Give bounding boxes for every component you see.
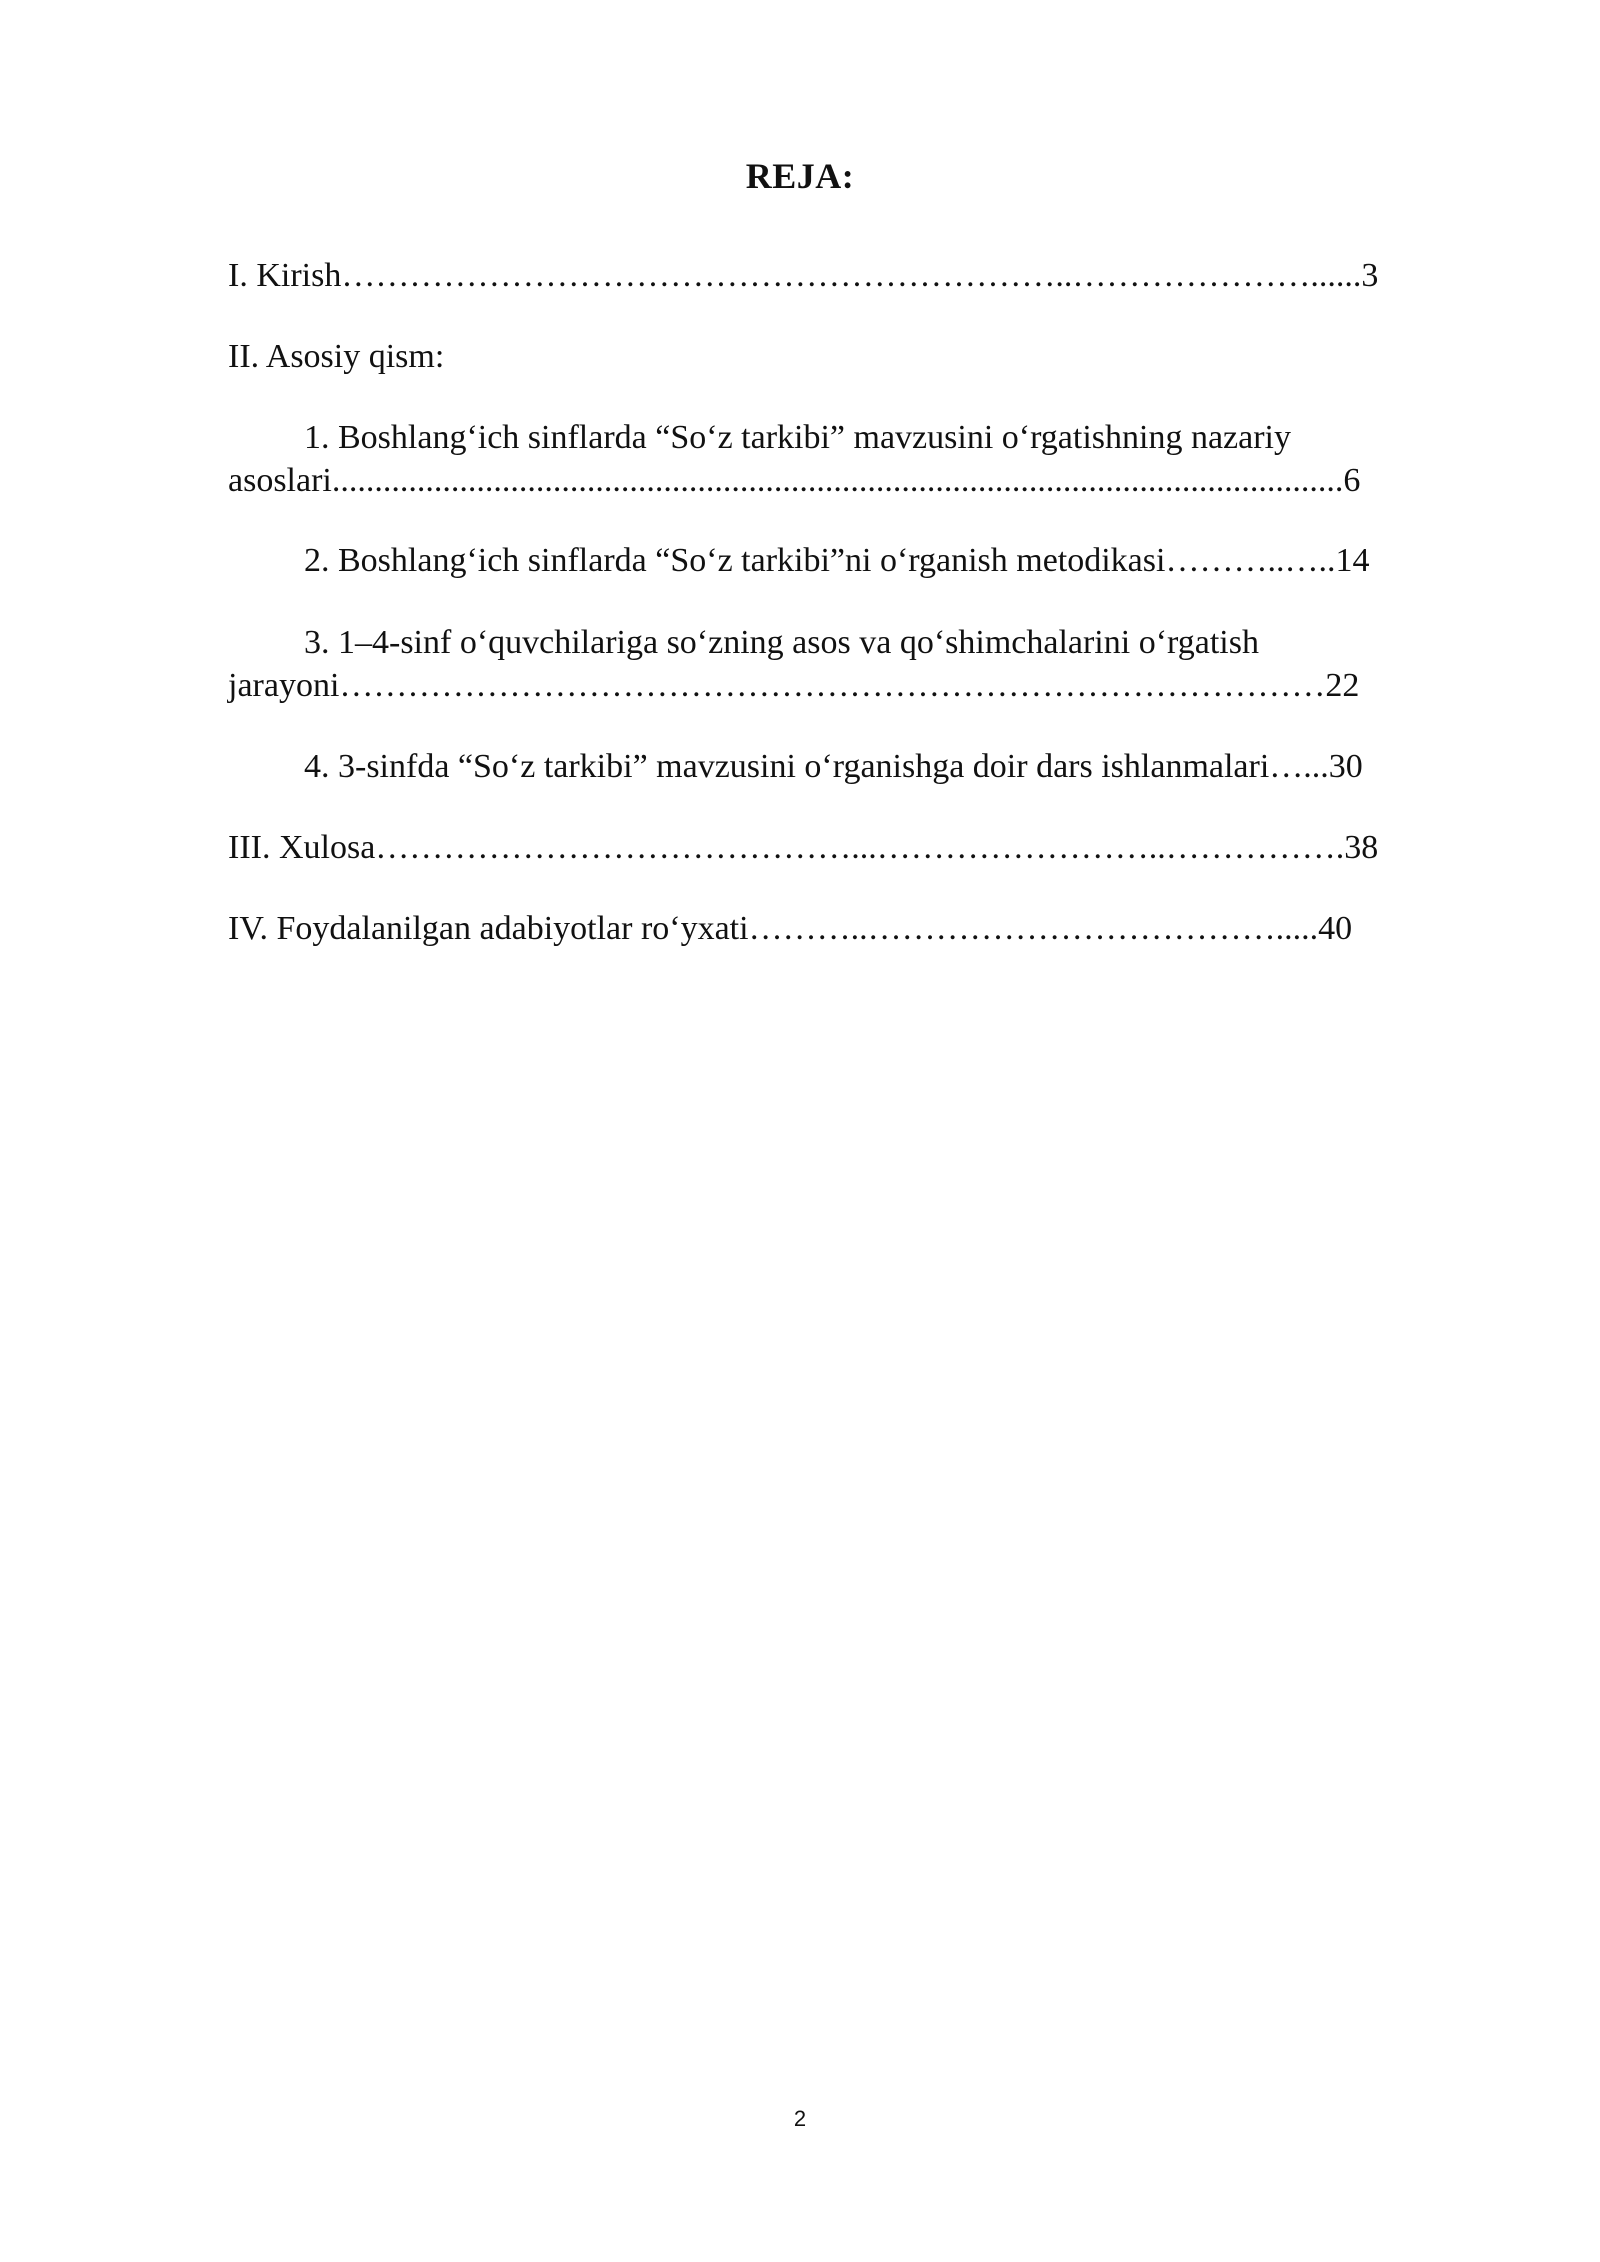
toc-entry-text: III. Xulosa……………………………………...……………………..…………….38 bbox=[228, 829, 1379, 866]
toc-entry-text: 1. Boshlang‘ich sinflarda “So‘z tarkibi” mavzusini o‘rgatishning nazariy bbox=[304, 419, 1291, 456]
page-number: 2 bbox=[793, 2106, 807, 2131]
toc-entry-text: 3. 1–4-sinf o‘quvchilariga so‘zning asos va qo‘shimchalarini o‘rgatish bbox=[304, 624, 1259, 661]
toc-entry-text: I. Kirish………………………………………………………..…………………......3 bbox=[228, 257, 1379, 294]
page-title: REJA: bbox=[745, 156, 855, 196]
toc-entry-3 bbox=[228, 621, 1488, 707]
toc-entry-xulosa bbox=[228, 826, 1488, 869]
toc-entry-1 bbox=[228, 416, 1488, 502]
toc-entry-text-continued: jarayoni……………………………………………………………………………22 bbox=[228, 667, 1360, 704]
toc-entry-text: 4. 3-sinfda “So‘z tarkibi” mavzusini o‘rganishga doir dars ishlanmalari…...30 bbox=[304, 748, 1363, 785]
toc-entry-text: IV. Foydalanilgan adabiyotlar ro‘yxati………..……………………………….....40 bbox=[228, 910, 1353, 947]
toc-entry-text: II. Asosiy qism: bbox=[228, 338, 445, 375]
toc-entry-text: 2. Boshlang‘ich sinflarda “So‘z tarkibi”ni o‘rganish metodikasi………..…..14 bbox=[304, 542, 1370, 579]
toc-entry-kirish bbox=[228, 254, 1488, 297]
toc-entry-text-continued: asoslari.......................................................................................................................6 bbox=[228, 462, 1361, 499]
toc-entry-4 bbox=[228, 745, 1488, 788]
toc-entry-2 bbox=[228, 539, 1488, 582]
toc-entry-adabiyotlar bbox=[228, 907, 1488, 950]
toc-entry-asosiy-qism bbox=[228, 335, 1488, 378]
